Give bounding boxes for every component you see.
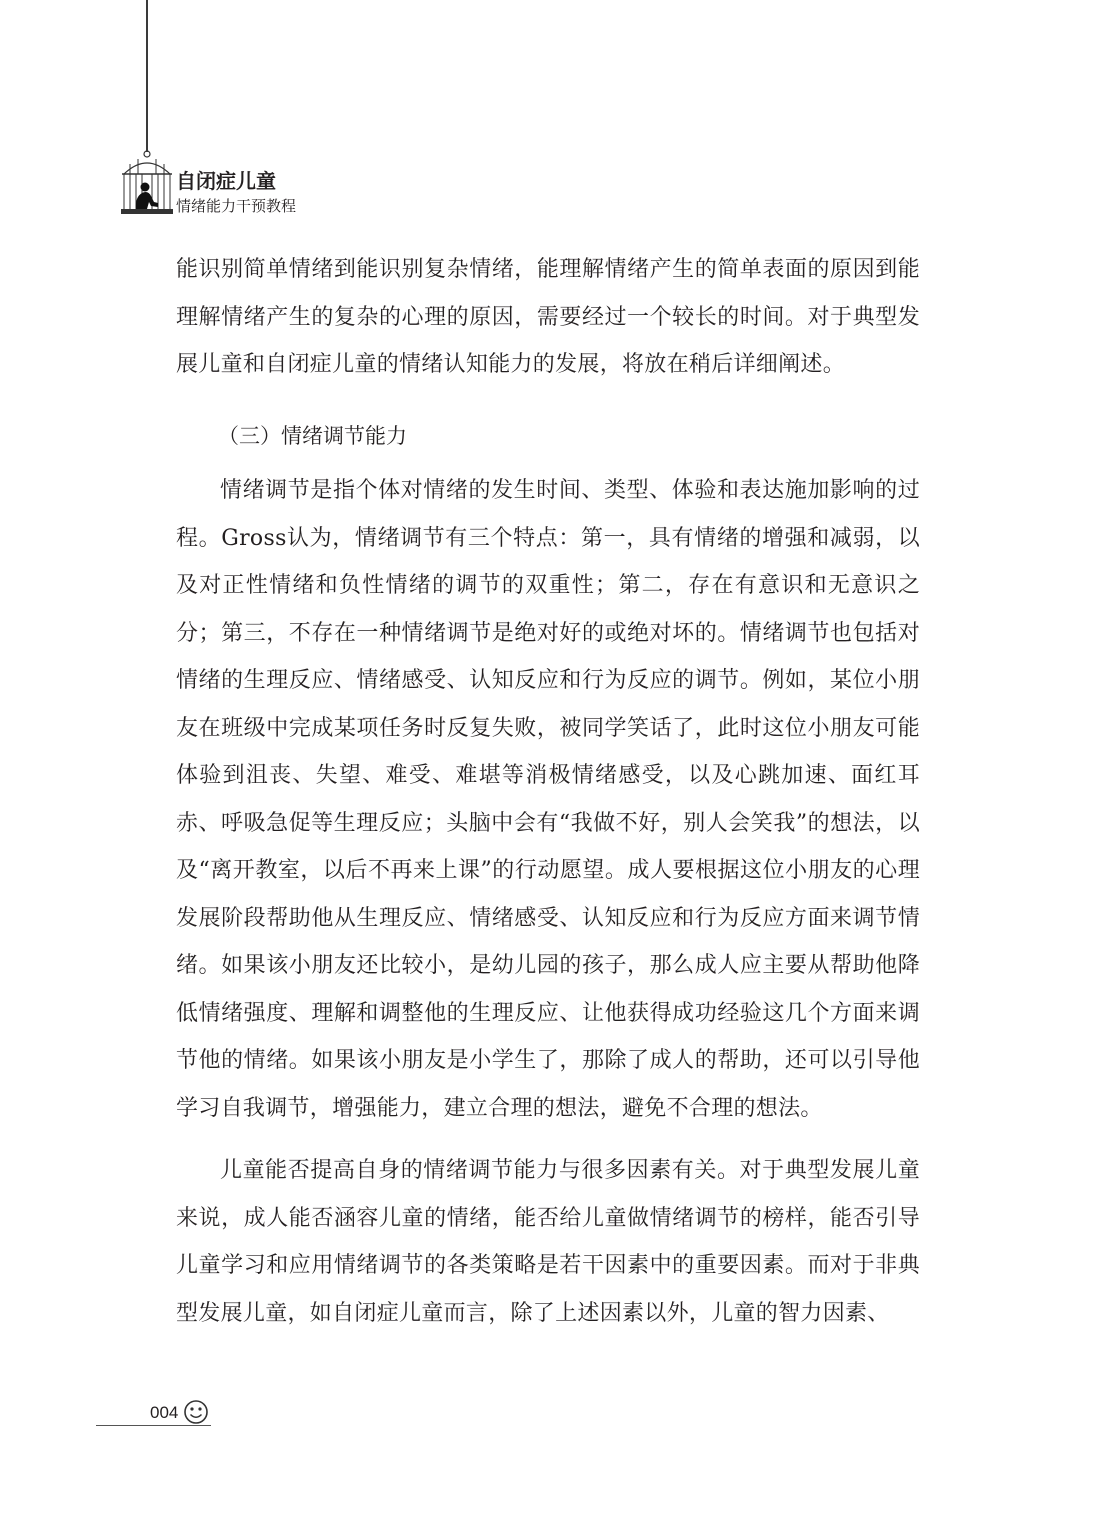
book-title: 自闭症儿童 bbox=[176, 169, 276, 193]
paragraph-influencing-factors: 儿童能否提高自身的情绪调节能力与很多因素有关。对于典型发展儿童来说，成人能否涵容儿童的情绪，能否给儿童做情绪调节的榜样，能否引导儿童学习和应用情绪调节的各类策略是若干因素中的重要因素。而对于非典型发展儿童，如自闭症儿童而言，除了上述因素以外，儿童的智力因素、 bbox=[176, 1158, 920, 1326]
section-heading: （三）情绪调节能力 bbox=[218, 424, 407, 448]
smiley-icon bbox=[182, 1398, 210, 1426]
intro-paragraph: 能识别简单情绪到能识别复杂情绪，能理解情绪产生的简单表面的原因到能理解情绪产生的复杂的心理的原因，需要经过一个较长的时间。对于典型发展儿童和自闭症儿童的情绪认知能力的发展，将放在稍后详细阐述。 bbox=[176, 257, 920, 377]
hanging-line bbox=[146, 0, 148, 152]
book-subtitle: 情绪能力干预教程 bbox=[176, 197, 297, 215]
paragraph-emotion-regulation: 情绪调节是指个体对情绪的发生时间、类型、体验和表达施加影响的过程。Gross认为，情绪调节有三个特点：第一，具有情绪的增强和减弱，以及对正性情绪和负性情绪的调节的双重性；第二，存在有意识和无意识之分；第三，不存在一种情绪调节是绝对好的或绝对坏的。情绪调节也包括对情绪的生理反应、情绪感受、认知反应和行为反应的调节。例如，某位小朋友在班级中完成某项任务时反复失败，被同学笑话了，此时这位小朋友可能体验到沮丧、失望、难受、难堪等消极情绪感受，以及心跳加速、面红耳赤、呼吸急促等生理反应；头脑中会有“我做不好，别人会笑我”的想法，以及“离开教室，以后不再来上课”的行动愿望。成人要根据这位小朋友的心理发展阶段帮助他从生理反应、情绪感受、认知反应和行为反应方面来调节情绪。如果该小朋友还比较小，是幼儿园的孩子，那么成人应主要从帮助他降低情绪强度、理解和调整他的生理反应、让他获得成功经验这几个方面来调节他的情绪。如果该小朋友是小学生了，那除了成人的帮助，还可以引导他学习自我调节，增强能力，建立合理的想法，避免不合理的想法。 bbox=[176, 478, 920, 1121]
birdcage-child-icon bbox=[118, 150, 176, 216]
page-number: 004 bbox=[150, 1403, 179, 1422]
